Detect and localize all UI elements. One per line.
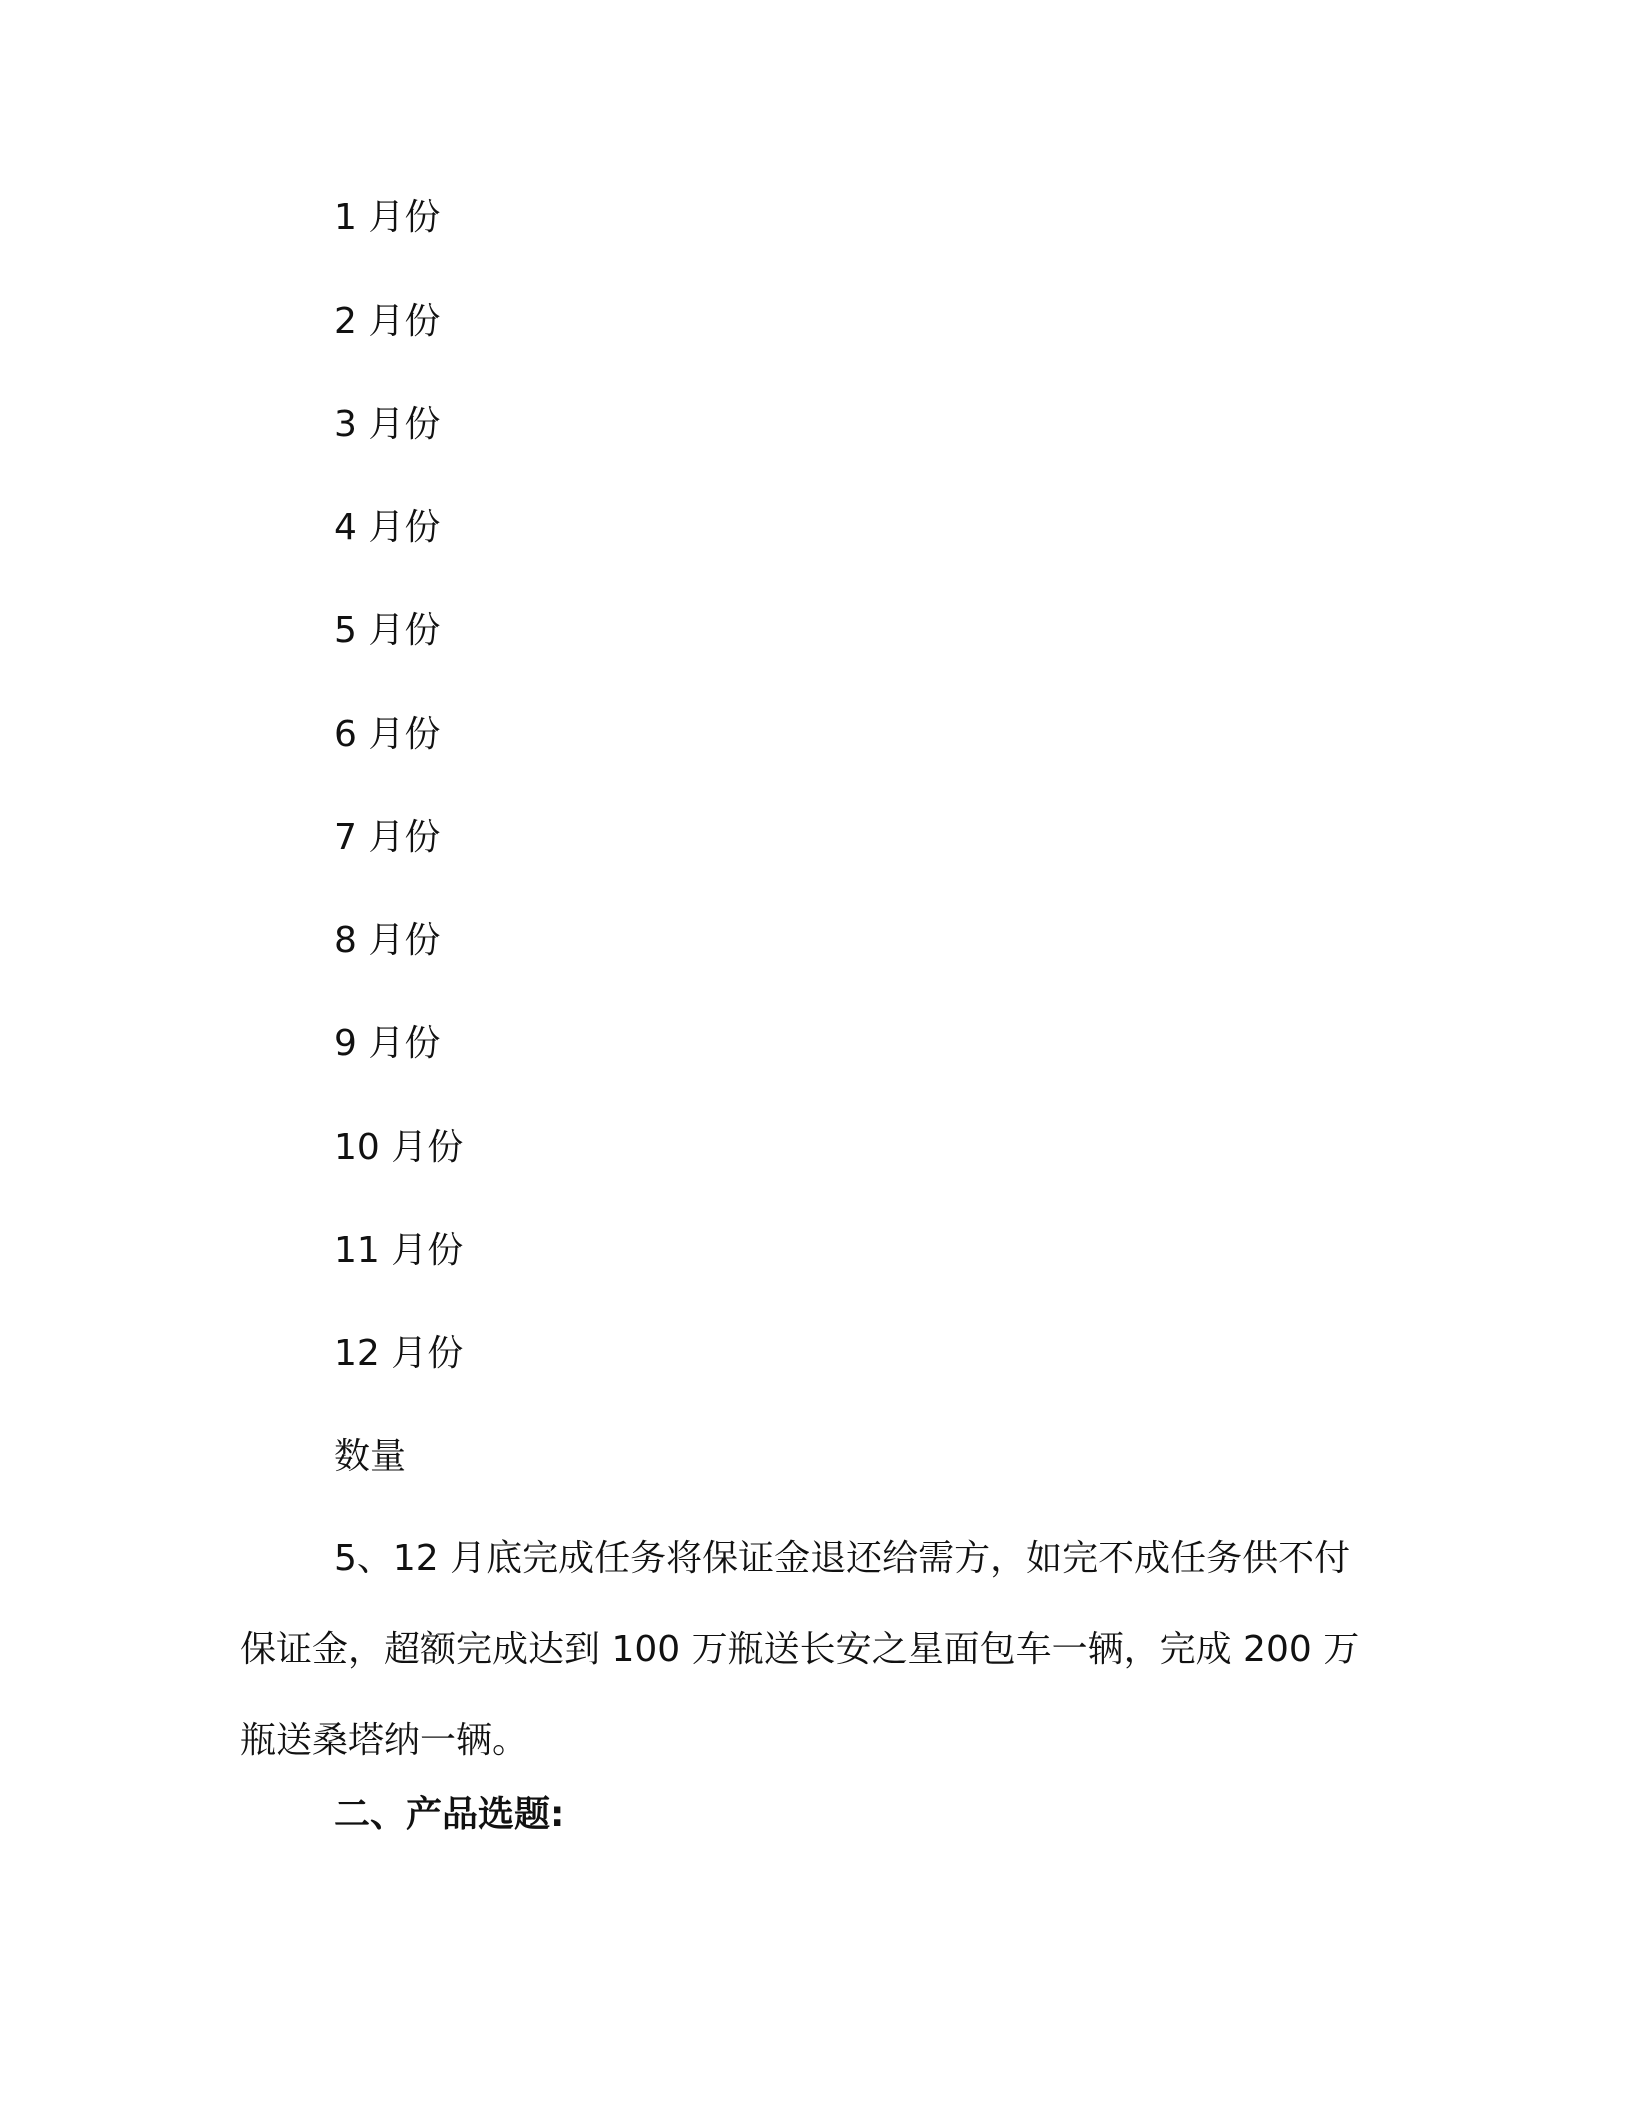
month-line: 7 月份	[334, 817, 441, 858]
month-line: 8 月份	[334, 920, 441, 961]
section-2-heading: 二、产品选题:	[334, 1794, 565, 1835]
month-line: 11 月份	[334, 1230, 464, 1271]
month-line: 9 月份	[334, 1023, 441, 1064]
quantity-label: 数量	[334, 1436, 407, 1477]
month-line: 12 月份	[334, 1333, 464, 1374]
month-line: 4 月份	[334, 507, 441, 548]
month-line: 10 月份	[334, 1127, 464, 1168]
month-line: 6 月份	[334, 714, 441, 755]
month-line: 1 月份	[334, 197, 441, 238]
clause-5-paragraph: 5、12 月底完成任务将保证金退还给需方，如完不成任务供不付保证金，超额完成达到 100 万瓶送长安之星面包车一辆，完成 200 万瓶送桑塔纳一辆。	[240, 1538, 1360, 1761]
month-line: 5 月份	[334, 610, 441, 651]
month-line: 2 月份	[334, 301, 441, 342]
month-line: 3 月份	[334, 404, 441, 445]
